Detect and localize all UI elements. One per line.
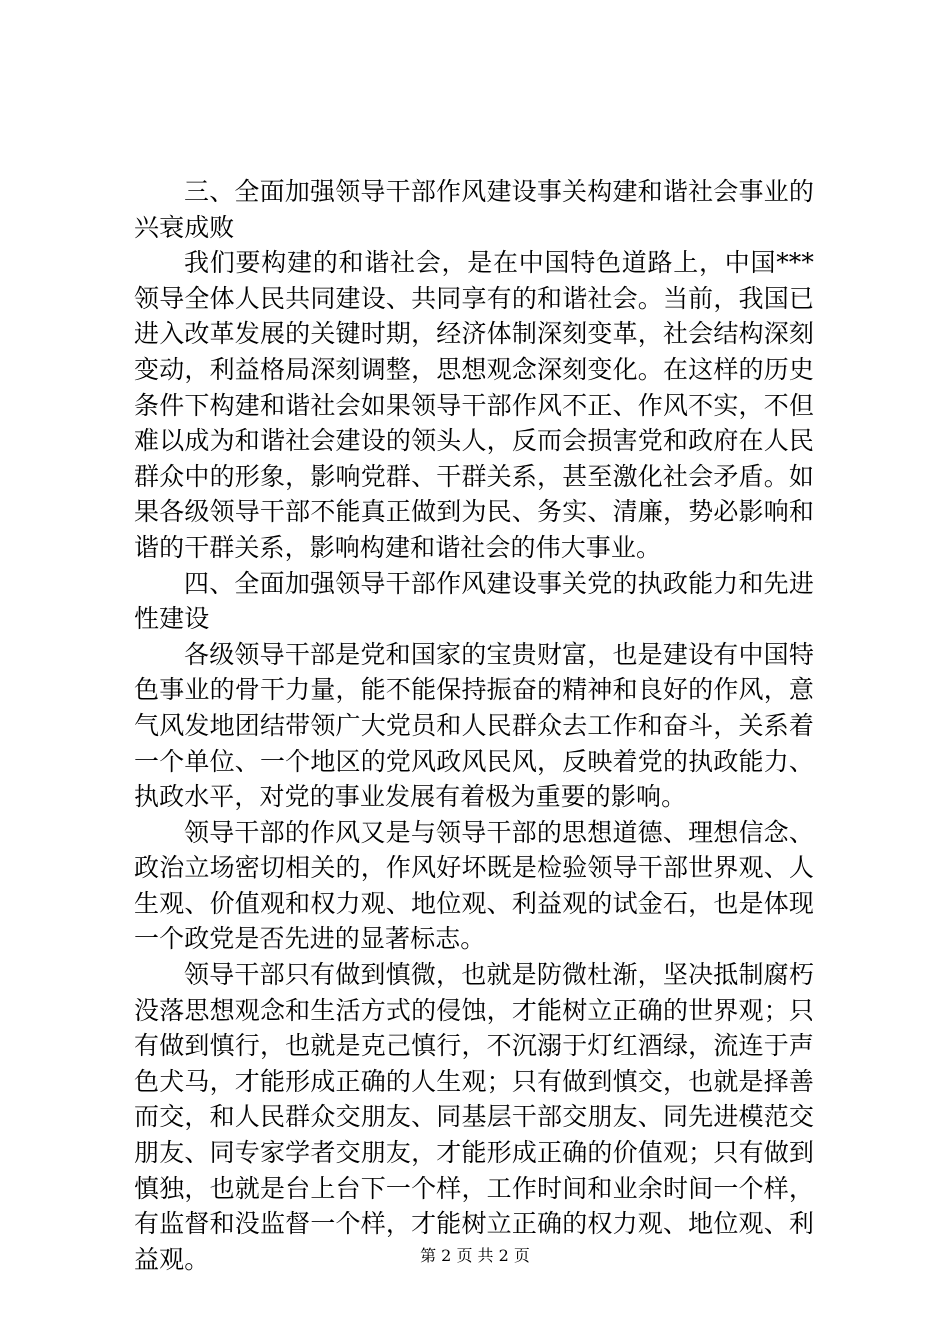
body-paragraph: 我们要构建的和谐社会，是在中国特色道路上，中国***领导全体人民共同建设、共同享有的和谐社会。当前，我国已进入改革发展的关键时期，经济体制深刻变革，社会结构深刻变动，利益格局深刻调整，思想观念深刻变化。在这样的历史条件下构建和谐社会如果领导干部作风不正、作风不实，不但难以成为和谐社会建设的领头人，反而会损害党和政府在人民群众中的形象，影响党群、干群关系，甚至激化社会矛盾。如果各级领导干部不能真正做到为民、务实、清廉，势必影响和谐的干群关系，影响构建和谐社会的伟大事业。: [134, 248, 814, 562]
body-paragraph: 领导干部只有做到慎微，也就是防微杜渐，坚决抵制腐朽没落思想观念和生活方式的侵蚀，才能树立正确的世界观；只有做到慎行，也就是克己慎行，不沉溺于灯红酒绿，流连于声色犬马，才能形成正确的人生观；只有做到慎交，也就是择善而交，和人民群众交朋友、同基层干部交朋友、同先进模范交朋友、同专家学者交朋友，才能形成正确的价值观；只有做到慎独，也就是台上台下一个样，工作时间和业余时间一个样，有监督和没监督一个样，才能树立正确的权力观、地位观、利益观。: [134, 960, 814, 1274]
document-body: [134, 174, 814, 1277]
body-paragraph: 各级领导干部是党和国家的宝贵财富，也是建设有中国特色事业的骨干力量，能不能保持振奋的精神和良好的作风，意气风发地团结带领广大党员和人民群众去工作和奋斗，关系着一个单位、一个地区的党风政风民风，反映着党的执政能力、执政水平，对党的事业发展有着极为重要的影响。: [134, 639, 814, 812]
section-heading-3: 三、全面加强领导干部作风建设事关构建和谐社会事业的兴衰成败: [134, 177, 814, 242]
body-paragraph: 领导干部的作风又是与领导干部的思想道德、理想信念、政治立场密切相关的，作风好坏既是检验领导干部世界观、人生观、价值观和权力观、地位观、利益观的试金石，也是体现一个政党是否先进的显著标志。: [134, 817, 814, 954]
section-heading-4: 四、全面加强领导干部作风建设事关党的执政能力和先进性建设: [134, 568, 814, 634]
page-footer: 第 2 页 共 2 页: [420, 1246, 530, 1265]
